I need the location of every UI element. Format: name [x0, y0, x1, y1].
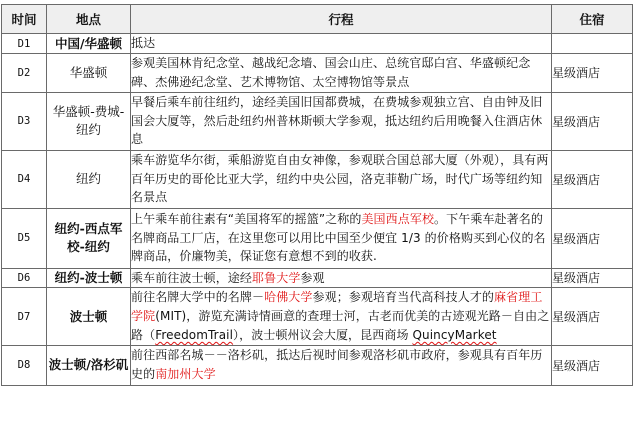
place-cell: 波士顿 [47, 288, 131, 345]
table-row [2, 54, 633, 93]
hotel-cell [552, 34, 633, 54]
table-row [2, 268, 633, 288]
table-row [2, 208, 633, 268]
plan-text: 乘车前往波士顿，途经 [131, 270, 253, 285]
plan-text: 前往西部名城－－洛杉矶，抵达后视时间参观洛杉矶市政府，参观具有百年历史的 [131, 348, 543, 382]
table-row [2, 92, 633, 150]
header-row [2, 5, 633, 34]
table-row [2, 34, 633, 54]
itinerary-table [1, 4, 633, 386]
marked-text: FreedomTrail [155, 327, 234, 342]
plan-text: 早餐后乘车前往纽约，途经美国旧国都费城，在费城参观独立宫、自由钟及旧国会大厦等，然后赴纽约州普林斯顿大学参观，抵达纽约后用晚餐入住酒店休息 [131, 94, 543, 147]
day-cell: D2 [2, 54, 47, 93]
highlight-text: 哈佛大学 [264, 290, 313, 305]
plan-text: 参观美国林肯纪念堂、越战纪念墙、国会山庄、总统官邸白宫、华盛顿纪念碑、杰佛逊纪念堂、艺术博物馆、太空博物馆等景点 [131, 56, 531, 89]
highlight-text: 麻省理工学院 [131, 290, 543, 324]
plan-cell [131, 150, 552, 208]
place-cell: 波士顿/洛杉矶 [47, 345, 131, 385]
hotel-cell: 星级酒店 [552, 150, 633, 208]
place-cell: 华盛顿 [47, 54, 131, 93]
table-row [2, 288, 633, 345]
table-row [2, 150, 633, 208]
table-row [2, 345, 633, 385]
header-day: 时间 [2, 5, 47, 34]
header-hotel: 住宿 [552, 5, 633, 34]
highlight-text: 美国西点军校 [361, 211, 435, 226]
day-cell: D4 [2, 150, 47, 208]
plan-cell [131, 268, 552, 288]
place-cell: 中国/华盛顿 [47, 34, 131, 54]
place-cell: 纽约-西点军校-纽约 [47, 208, 131, 268]
plan-text: ），波士顿州议会大厦，昆西商场 [233, 327, 413, 342]
plan-cell [131, 92, 552, 150]
header-place: 地点 [47, 5, 131, 34]
plan-text: 抵达 [131, 36, 156, 51]
header-plan: 行程 [131, 5, 552, 34]
highlight-text: 耶鲁大学 [252, 270, 301, 285]
plan-text: 上午乘车前往素有“美国将军的摇篮”之称的 [131, 211, 362, 226]
plan-cell [131, 54, 552, 93]
plan-text: 参观 [300, 270, 325, 285]
plan-text: 乘车游览华尔街，乘船游览自由女神像，参观联合国总部大厦（外观），具有两百年历史的哥伦比亚大学，纽约中央公园，洛克菲勒广场，时代广场等纽约知名景点 [131, 152, 549, 205]
highlight-text: 南加州大学 [155, 367, 216, 382]
plan-text: (MIT)，游览充满诗情画意的查理士河，古老而优美的古迹观光路－自由之路（ [131, 309, 550, 342]
hotel-cell: 星级酒店 [552, 208, 633, 268]
hotel-cell: 星级酒店 [552, 268, 633, 288]
day-cell: D6 [2, 268, 47, 288]
day-cell: D5 [2, 208, 47, 268]
plan-cell [131, 208, 552, 268]
marked-text: QuincyMarket [412, 327, 497, 342]
plan-text: 。下午乘车赴著名的名牌商品工厂店，在这里您可以用比中国至少便宜 1/3 的价格购买到心仪的名牌商品，价廉物美，保证您有意想不到的收获. [131, 211, 546, 264]
place-cell: 华盛顿-费城-纽约 [47, 92, 131, 150]
plan-cell [131, 288, 552, 345]
hotel-cell: 星级酒店 [552, 92, 633, 150]
hotel-cell: 星级酒店 [552, 345, 633, 385]
plan-text: 前往名牌大学中的名牌－ [131, 290, 265, 305]
place-cell: 纽约-波士顿 [47, 268, 131, 288]
plan-text: 参观；参观培育当代高科技人才的 [312, 290, 495, 305]
plan-cell [131, 34, 552, 54]
day-cell: D8 [2, 345, 47, 385]
hotel-cell: 星级酒店 [552, 54, 633, 93]
day-cell: D7 [2, 288, 47, 345]
plan-cell [131, 345, 552, 385]
place-cell: 纽约 [47, 150, 131, 208]
hotel-cell: 星级酒店 [552, 288, 633, 345]
day-cell: D3 [2, 92, 47, 150]
day-cell: D1 [2, 34, 47, 54]
